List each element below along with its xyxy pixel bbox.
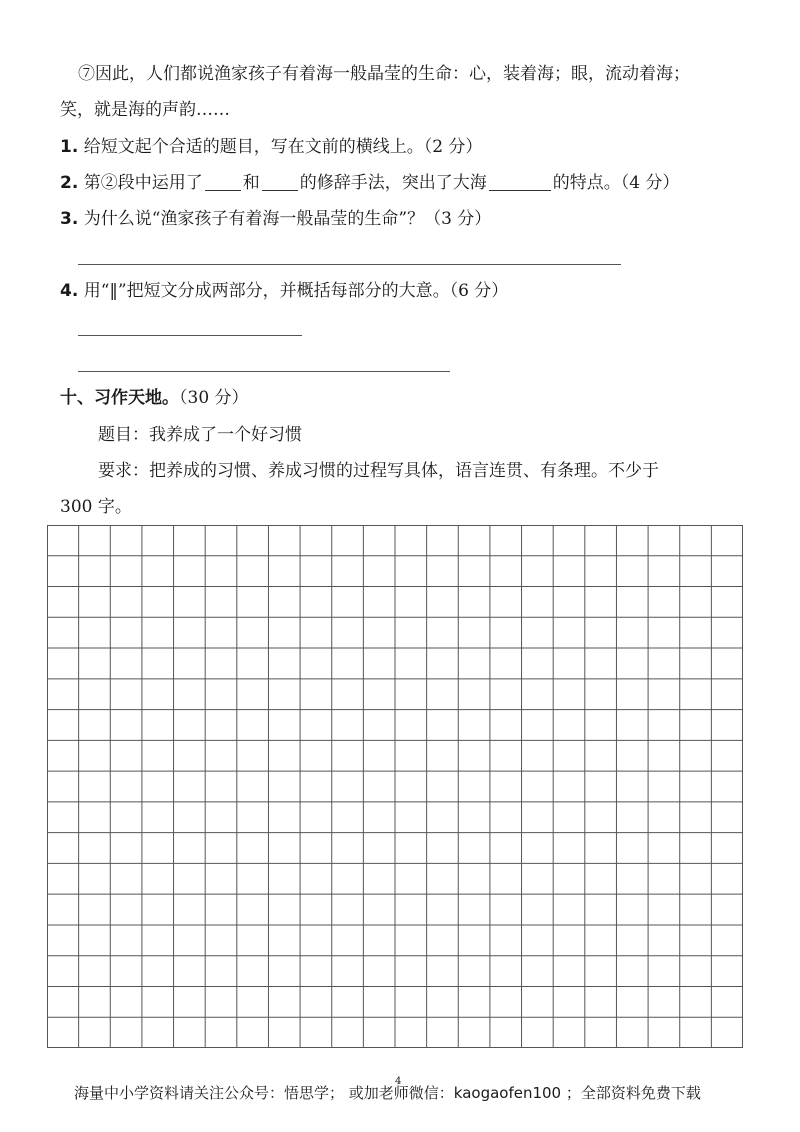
question-text: 为什么说“渔家孩子有着海一般晶莹的生命”？（3 分） [83, 209, 492, 229]
page-number: 4 [395, 1076, 402, 1087]
answer-blank-3[interactable] [489, 172, 551, 191]
answer-blank-2[interactable] [262, 172, 298, 191]
question-2 [60, 171, 679, 195]
footer-note: 海量中小学资料请关注公众号：悟思学； 或加老师微信：kaogaofen100 ；全部资料免费下载 [74, 1084, 701, 1102]
essay-requirement-line1: 要求：把养成的习惯、养成习惯的过程写具体，语言连贯、有条理。不少于 [98, 461, 659, 481]
question-text-d: 的特点。（4 分） [552, 173, 680, 193]
answer-line-q3[interactable] [78, 264, 621, 265]
question-text: 给短文起个合适的题目，写在文前的横线上。（2 分） [83, 137, 483, 157]
essay-requirement-line2: 300 字。 [60, 497, 132, 517]
section-points: （30 分） [179, 388, 249, 408]
question-text: 用“‖”把短文分成两部分，并概括每部分的大意。（6 分） [83, 281, 509, 301]
question-1 [60, 135, 482, 159]
essay-topic: 题目：我养成了一个好习惯 [98, 425, 302, 445]
question-3 [60, 207, 491, 231]
essay-writing-grid[interactable] [47, 525, 743, 1048]
passage-para7-line2: 笑，就是海的声韵…… [60, 100, 230, 120]
section-title: 十、习作天地。 [60, 388, 179, 408]
question-4 [60, 279, 508, 303]
question-text-a: 第②段中运用了 [83, 173, 203, 193]
answer-line-q4-1[interactable] [78, 335, 302, 336]
question-text-b: 和 [242, 173, 260, 193]
question-number: 4. [60, 281, 79, 301]
question-number: 2. [60, 173, 79, 193]
passage-para7-line1: ⑦因此，人们都说渔家孩子有着海一般晶莹的生命：心，装着海；眼，流动着海； [78, 64, 690, 84]
section10-heading [60, 386, 249, 410]
answer-blank-1[interactable] [205, 172, 241, 191]
question-text-c: 的修辞手法，突出了大海 [299, 173, 487, 193]
question-number: 3. [60, 209, 79, 229]
answer-line-q4-2[interactable] [78, 371, 450, 372]
question-number: 1. [60, 137, 79, 157]
